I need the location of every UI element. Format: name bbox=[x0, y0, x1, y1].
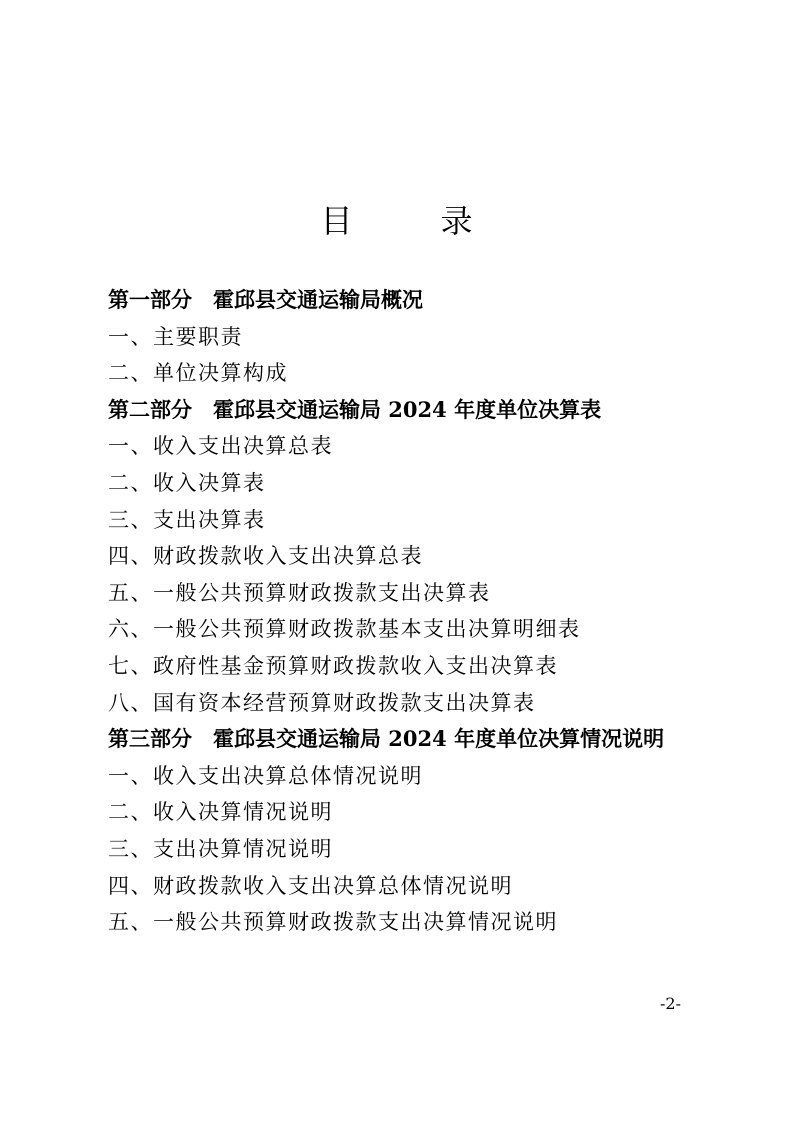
table-of-contents bbox=[108, 282, 698, 941]
toc-part-heading: 第一部分 霍邱县交通运输局概况 bbox=[108, 287, 423, 312]
toc-part-heading: 第二部分 霍邱县交通运输局 2024 年度单位决算表 bbox=[108, 396, 602, 422]
toc-item: 五、一般公共预算财政拨款支出决算表 bbox=[108, 580, 491, 605]
toc-item: 二、收入决算表 bbox=[108, 470, 266, 495]
toc-item: 四、财政拨款收入支出决算总体情况说明 bbox=[108, 873, 513, 898]
page-title: 目 录 bbox=[320, 202, 501, 240]
toc-item: 二、单位决算构成 bbox=[108, 361, 288, 386]
toc-item: 三、支出决算表 bbox=[108, 507, 266, 532]
toc-item: 一、收入支出决算总表 bbox=[108, 434, 333, 459]
toc-item: 三、支出决算情况说明 bbox=[108, 836, 333, 861]
toc-item: 一、主要职责 bbox=[108, 324, 243, 349]
toc-item: 八、国有资本经营预算财政拨款支出决算表 bbox=[108, 690, 536, 715]
toc-item: 五、一般公共预算财政拨款支出决算情况说明 bbox=[108, 910, 558, 935]
toc-item: 六、一般公共预算财政拨款基本支出决算明细表 bbox=[108, 617, 581, 642]
toc-item: 七、政府性基金预算财政拨款收入支出决算表 bbox=[108, 653, 558, 678]
toc-part-heading: 第三部分 霍邱县交通运输局 2024 年度单位决算情况说明 bbox=[108, 726, 665, 752]
page-number: -2- bbox=[660, 994, 681, 1013]
toc-item: 四、财政拨款收入支出决算总表 bbox=[108, 544, 423, 569]
toc-item: 二、收入决算情况说明 bbox=[108, 800, 333, 825]
toc-item: 一、收入支出决算总体情况说明 bbox=[108, 763, 423, 788]
